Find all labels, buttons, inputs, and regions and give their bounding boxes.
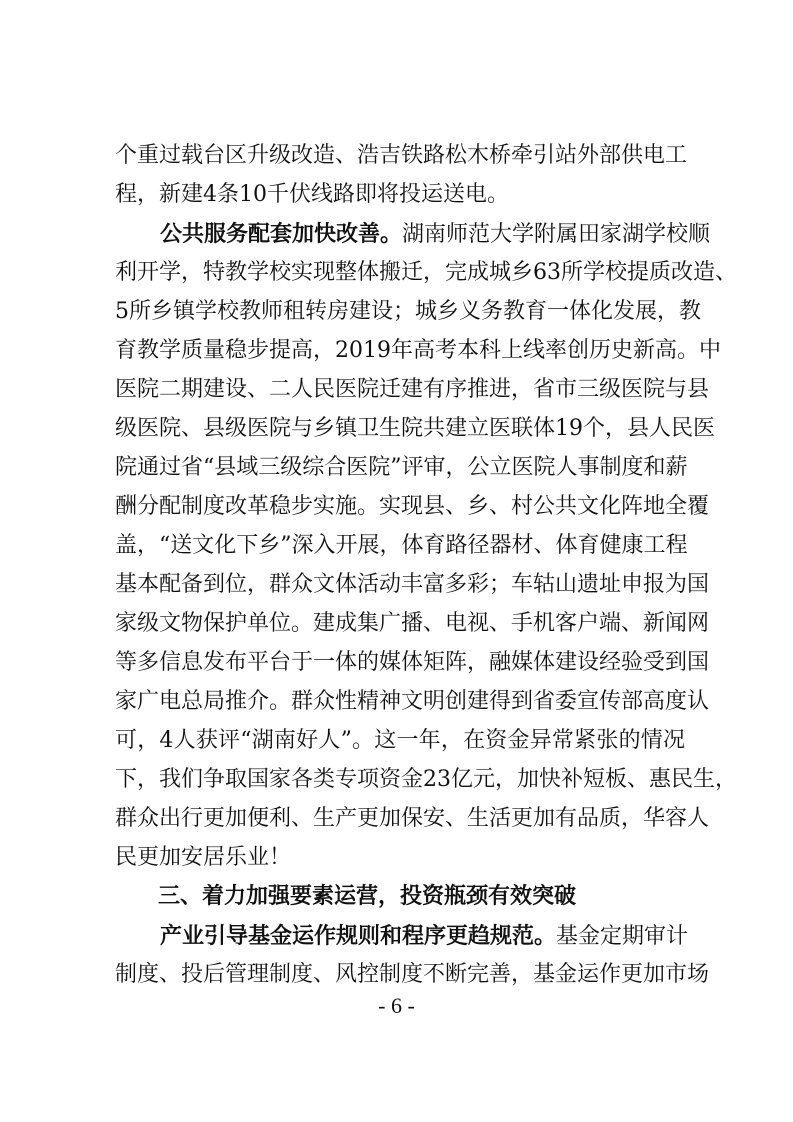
body-line: 基本配备到位，群众文体活动丰富多彩；车轱山遗址申报为国 <box>115 572 710 597</box>
body-line: 群众出行更加便利、生产更加保安、生活更加有品质，华容人 <box>115 806 710 831</box>
body-line: 盖，“送文化下乡”深入开展，体育路径器材、体育健康工程 <box>115 533 688 558</box>
paragraph-first-line <box>160 922 689 951</box>
body-line: 下，我们争取国家各类专项资金23亿元，加快补短板、惠民生， <box>115 767 737 792</box>
body-line: 利开学，特教学校实现整体搬迁，完成城乡63所学校提质改造、 <box>115 260 737 285</box>
paragraph-line-rest: 湖南师范大学附属田家湖学校顺 <box>402 222 711 247</box>
paragraph-line-rest: 基金定期审计 <box>556 924 689 949</box>
body-line: 民更加安居乐业！ <box>115 845 292 870</box>
paragraph-lead-bold: 产业引导基金运作规则和程序更趋规范。 <box>160 923 557 949</box>
body-line: 制度、投后管理制度、风控制度不断完善，基金运作更加市场 <box>115 962 710 987</box>
body-line: 家级文物保护单位。建成集广播、电视、手机客户端、新闻网 <box>115 611 710 636</box>
body-line: 等多信息发布平台于一体的媒体矩阵，融媒体建设经验受到国 <box>115 650 710 675</box>
section-heading: 三、着力加强要素运营，投资瓶颈有效突破 <box>158 884 577 909</box>
body-line: 育教学质量稳步提高，2019年高考本科上线率创历史新高。中 <box>115 338 721 363</box>
paragraph-lead-bold: 公共服务配套加快改善。 <box>160 221 403 247</box>
body-line: 可，4人获评“湖南好人”。这一年，在资金异常紧张的情况 <box>115 728 685 753</box>
body-line: 家广电总局推介。群众性精神文明创建得到省委宣传部高度认 <box>115 689 710 714</box>
body-line: 个重过载台区升级改造、浩吉铁路松木桥牵引站外部供电工 <box>115 143 688 168</box>
body-line: 程，新建4条10千伏线路即将投运送电。 <box>115 182 509 207</box>
paragraph-first-line <box>160 220 711 249</box>
page-number: - 6 - <box>378 993 415 1018</box>
body-line: 酬分配制度改革稳步实施。实现县、乡、村公共文化阵地全覆 <box>115 494 710 519</box>
body-line: 5所乡镇学校教师租转房建设；城乡义务教育一体化发展，教 <box>115 299 701 324</box>
body-line: 院通过省“县域三级综合医院”评审，公立医院人事制度和薪 <box>115 455 688 480</box>
body-line: 医院二期建设、二人民医院迁建有序推进，省市三级医院与县 <box>115 377 710 402</box>
body-line: 级医院、县级医院与乡镇卫生院共建立医联体19个，县人民医 <box>115 416 715 441</box>
